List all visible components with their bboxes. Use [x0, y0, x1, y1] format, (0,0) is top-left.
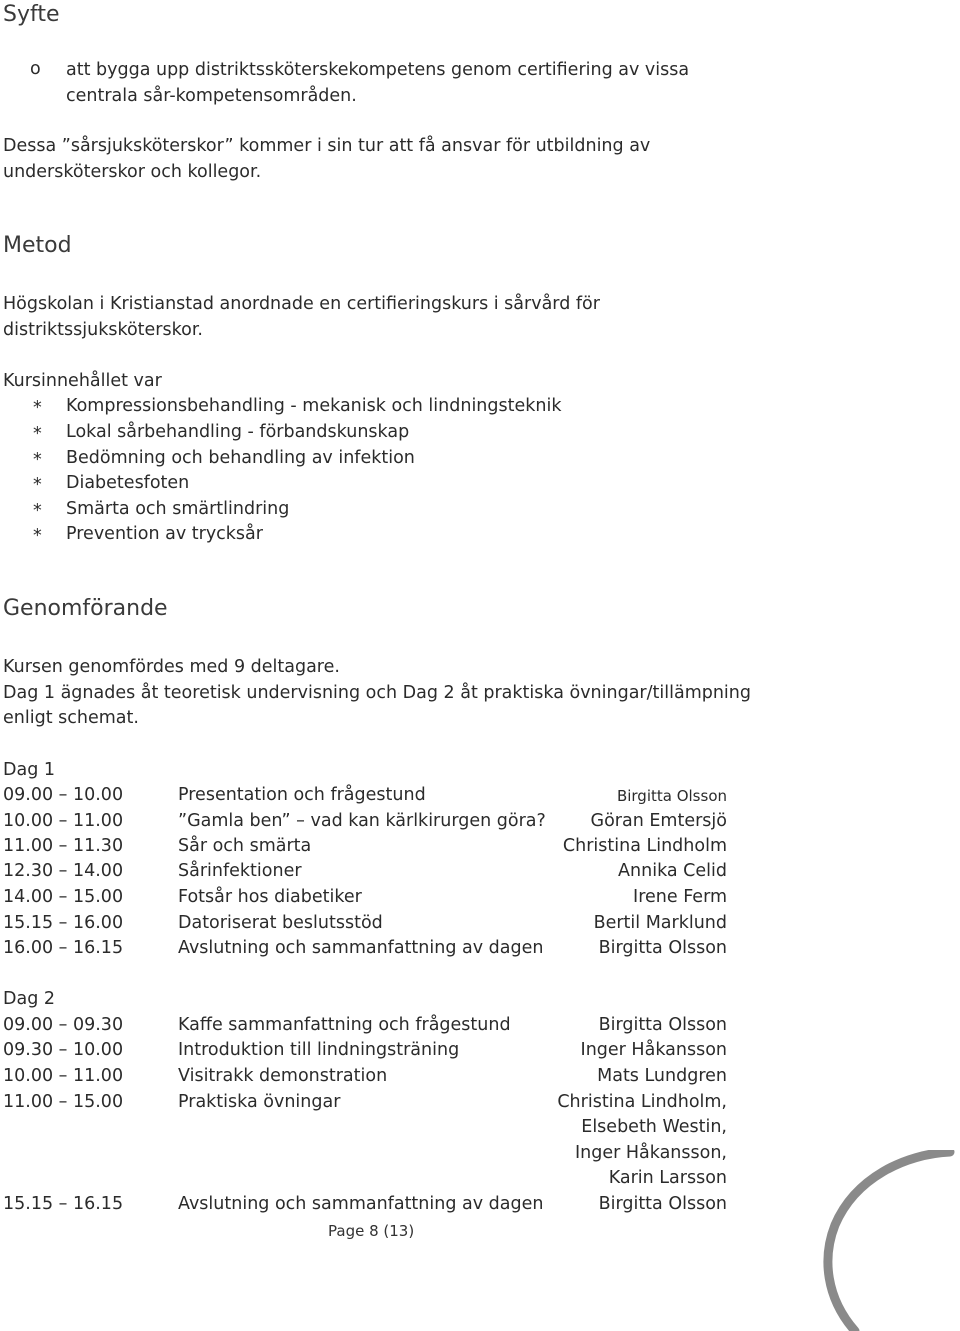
schedule-time: 09.30 – 10.00: [3, 1040, 124, 1060]
schedule-time: 12.30 – 14.00: [3, 861, 124, 881]
schedule-topic: Praktiska övningar: [178, 1092, 341, 1112]
metod-para-line-2: distriktssjuksköterskor.: [3, 320, 203, 340]
star-bullet: *: [33, 475, 42, 495]
schedule-speaker: Birgitta Olsson: [598, 1015, 727, 1035]
schedule-time: 10.00 – 11.00: [3, 1066, 124, 1086]
genomforande-line-3: enligt schemat.: [3, 708, 139, 728]
schedule-speaker: Christina Lindholm: [562, 836, 727, 856]
heading-syfte: Syfte: [3, 2, 60, 27]
heading-metod: Metod: [3, 233, 72, 258]
schedule-time: 09.00 – 10.00: [3, 785, 124, 805]
genomforande-line-1: Kursen genomfördes med 9 deltagare.: [3, 657, 340, 677]
schedule-time: 14.00 – 15.00: [3, 887, 124, 907]
schedule-topic: Presentation och frågestund: [178, 785, 426, 805]
schedule-speaker: Elsebeth Westin,: [581, 1117, 727, 1137]
schedule-speaker: Birgitta Olsson: [616, 787, 727, 805]
syfte-bullet-line-1: att bygga upp distriktssköterskekompetens genom certifiering av vissa: [66, 60, 690, 80]
schedule-time: 15.15 – 16.00: [3, 913, 124, 933]
course-content-item: Prevention av trycksår: [66, 524, 263, 544]
schedule-topic: Visitrakk demonstration: [178, 1066, 388, 1086]
metod-para-line-1: Högskolan i Kristianstad anordnade en certifieringskurs i sårvård för: [3, 294, 600, 314]
star-bullet: *: [33, 398, 42, 418]
course-content-item: Lokal sårbehandling - förbandskunskap: [66, 422, 410, 442]
course-content-item: Kompressionsbehandling - mekanisk och lindningsteknik: [66, 396, 562, 416]
schedule-speaker: Birgitta Olsson: [598, 938, 727, 958]
heading-genomforande: Genomförande: [3, 596, 168, 621]
schedule-time: 11.00 – 15.00: [3, 1092, 124, 1112]
syfte-para-line-1: Dessa ”sårsjuksköterskor” kommer i sin tur att få ansvar för utbildning av: [3, 136, 651, 156]
schedule-time: 09.00 – 09.30: [3, 1015, 124, 1035]
page-number: Page 8 (13): [328, 1222, 415, 1240]
syfte-para-line-2: undersköterskor och kollegor.: [3, 162, 262, 182]
course-content-item: Diabetesfoten: [66, 473, 190, 493]
schedule-topic: ”Gamla ben” – vad kan kärlkirurgen göra?: [178, 811, 546, 831]
schedule-time: 10.00 – 11.00: [3, 811, 124, 831]
schedule-speaker: Mats Lundgren: [597, 1066, 727, 1086]
schedule-topic: Datoriserat beslutsstöd: [178, 913, 383, 933]
schedule-time: 15.15 – 16.15: [3, 1194, 124, 1214]
schedule-topic: Sårinfektioner: [178, 861, 302, 881]
genomforande-line-2: Dag 1 ägnades åt teoretisk undervisning och Dag 2 åt praktiska övningar/tillämpning: [3, 683, 751, 703]
schedule-topic: Avslutning och sammanfattning av dagen: [178, 1194, 544, 1214]
star-bullet: *: [33, 450, 42, 470]
course-content-item: Bedömning och behandling av infektion: [66, 448, 415, 468]
schedule-speaker: Christina Lindholm,: [557, 1092, 727, 1112]
star-bullet: *: [33, 501, 42, 521]
decorative-curve-graphic: [800, 1150, 960, 1331]
bullet-marker: o: [30, 59, 41, 79]
syfte-bullet-line-2: centrala sår-kompetensområden.: [66, 86, 357, 106]
schedule-topic: Introduktion till lindningsträning: [178, 1040, 460, 1060]
star-bullet: *: [33, 526, 42, 546]
schedule-speaker: Bertil Marklund: [593, 913, 727, 933]
day-1-label: Dag 1: [3, 760, 56, 780]
schedule-speaker: Irene Ferm: [633, 887, 727, 907]
schedule-topic: Avslutning och sammanfattning av dagen: [178, 938, 544, 958]
schedule-speaker: Birgitta Olsson: [598, 1194, 727, 1214]
schedule-speaker: Karin Larsson: [608, 1168, 727, 1188]
schedule-topic: Kaffe sammanfattning och frågestund: [178, 1015, 511, 1035]
schedule-speaker: Inger Håkansson,: [574, 1143, 727, 1163]
day-2-label: Dag 2: [3, 989, 56, 1009]
schedule-speaker: Göran Emtersjö: [590, 811, 727, 831]
schedule-speaker: Inger Håkansson: [580, 1040, 727, 1060]
schedule-time: 16.00 – 16.15: [3, 938, 124, 958]
course-content-item: Smärta och smärtlindring: [66, 499, 290, 519]
star-bullet: *: [33, 424, 42, 444]
schedule-speaker: Annika Celid: [618, 861, 727, 881]
schedule-time: 11.00 – 11.30: [3, 836, 124, 856]
schedule-topic: Fotsår hos diabetiker: [178, 887, 362, 907]
schedule-topic: Sår och smärta: [178, 836, 312, 856]
course-content-intro: Kursinnehållet var: [3, 371, 162, 391]
